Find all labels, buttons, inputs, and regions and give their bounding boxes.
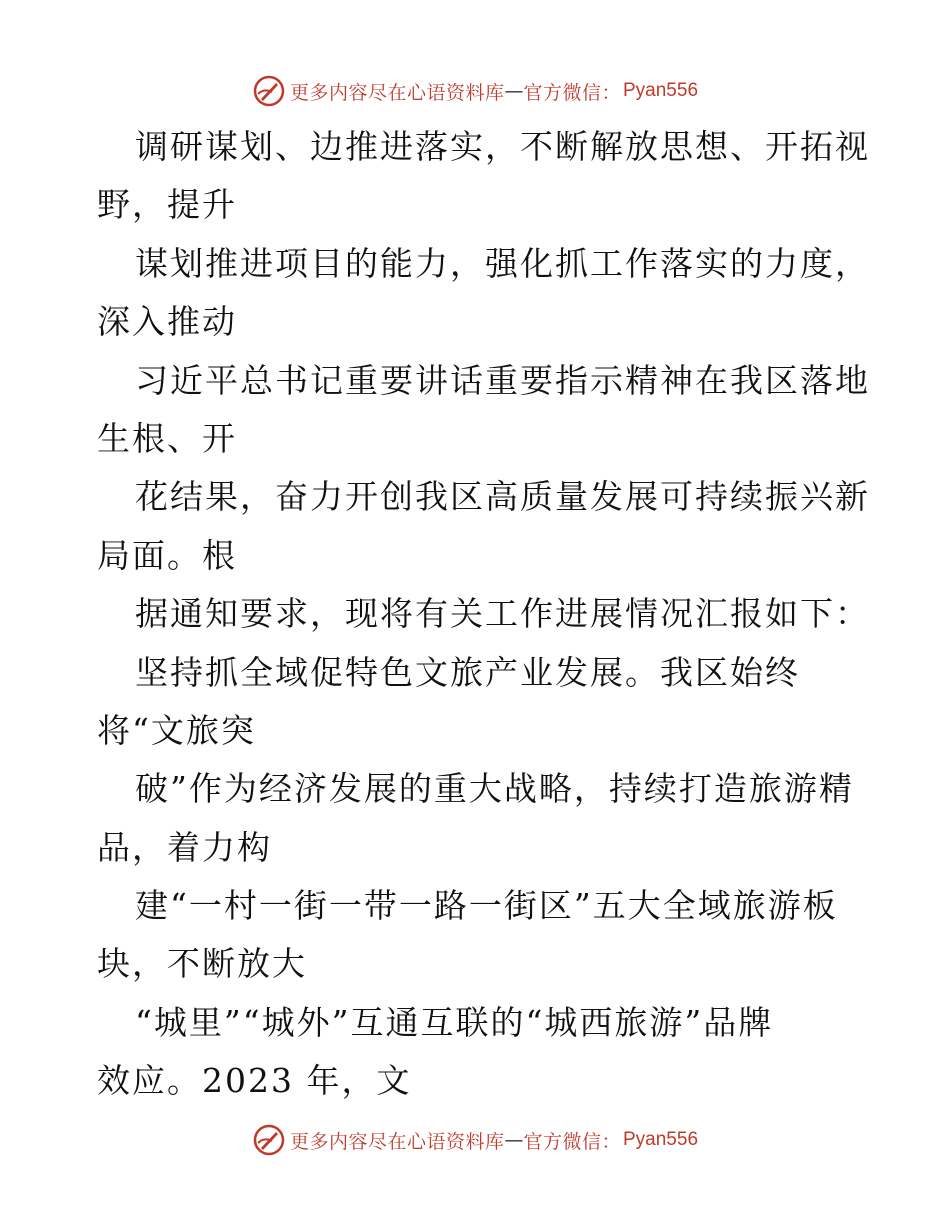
text-line: 块，不断放大: [97, 944, 307, 984]
footer-watermark: [0, 1122, 950, 1158]
document-body: [97, 118, 870, 1111]
text-line: 习近平总书记重要讲话重要指示精神在我区落地: [135, 360, 870, 400]
text-line: 建“一村一街一带一路一街区”五大全域旅游板: [135, 886, 838, 926]
header-watermark: [0, 73, 950, 109]
text-line: 谋划推进项目的能力，强化抓工作落实的力度，: [135, 243, 870, 283]
text-line: 调研谋划、边推进落实，不断解放思想、开拓视: [135, 127, 870, 166]
watermark-text: 更多内容尽在心语资料库: [289, 81, 505, 104]
watermark-wechat-label: 官方微信：: [523, 81, 621, 104]
watermark-separator: —: [504, 80, 524, 102]
text-line: 深入推动: [97, 302, 237, 342]
quill-logo-icon: [252, 1123, 286, 1157]
watermark-text: 更多内容尽在心语资料库: [289, 1130, 505, 1153]
watermark-separator: —: [504, 1129, 524, 1151]
text-line: 效应。2023 年，文: [97, 1061, 412, 1101]
watermark-wechat-id: Pyan556: [623, 1129, 699, 1150]
text-line: 破”作为经济发展的重大战略，持续打造旅游精: [135, 769, 854, 809]
text-line: 坚持抓全域促特色文旅产业发展。我区始终: [135, 652, 800, 692]
text-line: 生根、开: [97, 418, 237, 458]
text-line: 据通知要求，现将有关工作进展情况汇报如下：: [135, 594, 870, 634]
text-line: “城里”“城外”互通互联的“城西旅游”品牌: [135, 1002, 774, 1042]
text-line: 局面。根: [97, 535, 237, 575]
watermark-wechat-id: Pyan556: [623, 80, 699, 101]
text-line: 花结果，奋力开创我区高质量发展可持续振兴新: [135, 477, 870, 517]
watermark-wechat-label: 官方微信：: [523, 1130, 621, 1153]
text-line: 将“文旅突: [97, 710, 256, 750]
text-line: 品，着力构: [97, 827, 272, 867]
text-line: 野，提升: [97, 185, 237, 225]
quill-logo-icon: [252, 74, 286, 108]
